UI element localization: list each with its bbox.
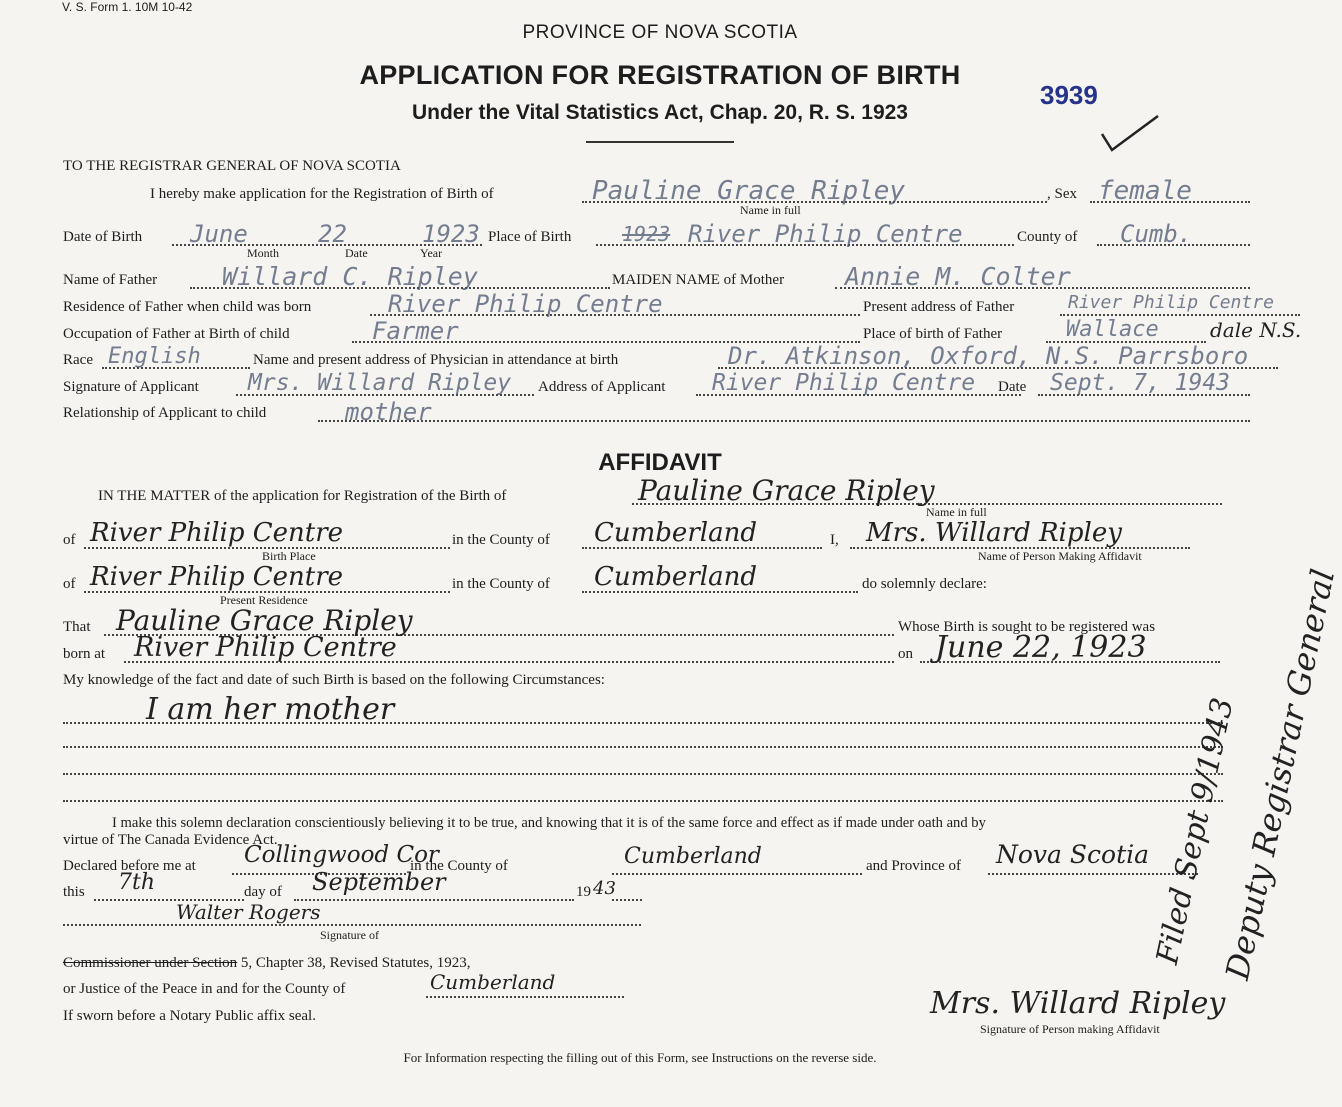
justice-county-value: Cumberland xyxy=(430,970,556,994)
place-birth-father-label: Place of birth of Father xyxy=(863,326,1003,342)
month-value: September xyxy=(312,868,446,896)
signature-applicant-value: Mrs. Willard Ripley xyxy=(248,370,512,396)
i-label: I, xyxy=(830,532,839,548)
affidavit-residence: River Philip Centre xyxy=(90,562,344,592)
sex-value: female xyxy=(1098,176,1192,206)
affidavit-birth-place: River Philip Centre xyxy=(90,518,344,548)
signature-applicant-label: Signature of Applicant xyxy=(63,379,199,395)
declaration-line2: virtue of The Canada Evidence Act. xyxy=(63,832,278,848)
name-in-full-label: Name in full xyxy=(740,203,801,217)
declared-county-value: Cumberland xyxy=(624,844,762,869)
address-applicant-label: Address of Applicant xyxy=(538,379,666,395)
justice-label: or Justice of the Peace in and for the County of xyxy=(63,981,346,997)
affidavit-born-at: River Philip Centre xyxy=(134,632,397,663)
commissioner-line xyxy=(63,955,470,972)
this-label: this xyxy=(63,884,85,900)
race-label: Race xyxy=(63,352,93,368)
checkmark-icon xyxy=(1098,112,1162,156)
occupation-father-label: Occupation of Father at Birth of child xyxy=(63,326,290,342)
circumstance-value: I am her mother xyxy=(146,692,395,727)
and-province-label: and Province of xyxy=(866,858,961,874)
affidavit-heading: AFFIDAVIT xyxy=(598,449,722,476)
form-subtitle: Under the Vital Statistics Act, Chap. 20, R. S. 1923 xyxy=(411,101,908,124)
day-value: 7th xyxy=(118,870,156,895)
county-value: Cumb. xyxy=(1120,220,1193,248)
affidavit-name-in-full-label: Name in full xyxy=(926,505,987,519)
affidavit-county-1: Cumberland xyxy=(594,518,757,548)
to-registrar: TO THE REGISTRAR GENERAL OF NOVA SCOTIA xyxy=(63,158,401,174)
declaration-line1: I make this solemn declaration conscientiously believing it to be true, and knowing that it is of the same force and effect as if made under oath and by xyxy=(112,815,986,831)
title-rule xyxy=(586,141,734,143)
in-county-label-1: in the County of xyxy=(452,532,550,548)
commissioner-rest: 5, Chapter 38, Revised Statutes, 1923, xyxy=(237,955,471,971)
of-label-2: of xyxy=(63,576,76,592)
relationship-value: mother xyxy=(345,398,432,426)
province-heading: PROVINCE OF NOVA SCOTIA xyxy=(522,22,798,43)
form-title: APPLICATION FOR REGISTRATION OF BIRTH xyxy=(359,60,961,90)
address-applicant-value: River Philip Centre xyxy=(712,370,976,396)
province-value: Nova Scotia xyxy=(996,840,1150,869)
affidavit-that-name: Pauline Grace Ripley xyxy=(116,604,413,637)
day-of-label: day of xyxy=(244,884,282,900)
present-address-father-label: Present address of Father xyxy=(863,299,1015,315)
year-suffix-value: 43 xyxy=(593,878,616,899)
dob-year-value: 1923 xyxy=(422,220,480,248)
signature-of-label: Signature of xyxy=(320,928,379,942)
place-struck-value: 1923 xyxy=(622,222,671,246)
notary-text: If sworn before a Notary Public affix seal. xyxy=(63,1008,316,1024)
commissioner-signature: Walter Rogers xyxy=(176,900,321,924)
form-id: V. S. Form 1. 10M 10-42 xyxy=(62,0,193,14)
residence-father-label: Residence of Father when child was born xyxy=(63,299,312,315)
father-name-value: Willard C. Ripley xyxy=(222,262,478,291)
residence-father-value: River Philip Centre xyxy=(388,290,663,318)
affidavit-child-name: Pauline Grace Ripley xyxy=(638,474,935,507)
child-name-value: Pauline Grace Ripley xyxy=(592,176,906,206)
of-label-1: of xyxy=(63,532,76,548)
date-value: Sept. 7, 1943 xyxy=(1050,370,1231,396)
that-label: That xyxy=(63,619,91,635)
born-at-label: born at xyxy=(63,646,106,662)
year-label: Year xyxy=(420,246,443,260)
place-of-birth-label: Place of Birth xyxy=(488,229,572,245)
present-address-father-value: River Philip Centre xyxy=(1068,292,1274,313)
in-county-label-3: in the County of xyxy=(410,858,508,874)
footer-note: For Information respecting the filling out of this Form, see Instructions on the reverse side. xyxy=(403,1050,877,1065)
dob-month-value: June xyxy=(190,220,248,248)
dob-date-value: 22 xyxy=(318,220,347,248)
physician-label: Name and present address of Physician in attendance at birth xyxy=(253,352,619,368)
in-county-label-2: in the County of xyxy=(452,576,550,592)
intro-text: I hereby make application for the Registration of Birth of xyxy=(150,186,494,202)
affidavit-born-on: June 22, 1923 xyxy=(935,630,1147,665)
place-birth-father-added: dale N.S. xyxy=(1210,318,1302,342)
physician-value: Dr. Atkinson, Oxford, N.S. Parrsboro xyxy=(728,342,1249,370)
whose-birth-text: Whose Birth is sought to be registered was xyxy=(898,619,1156,635)
present-residence-label: Present Residence xyxy=(220,593,308,607)
occupation-father-value: Farmer xyxy=(372,317,459,345)
date-label: Date xyxy=(345,246,368,260)
on-label: on xyxy=(898,646,913,662)
month-label: Month xyxy=(247,246,280,260)
race-value: English xyxy=(108,344,201,369)
declared-before-label: Declared before me at xyxy=(63,858,196,874)
person-signature-value: Mrs. Willard Ripley xyxy=(930,986,1226,1021)
place-birth-father-value: Wallace xyxy=(1066,317,1159,342)
stamp-number: 3939 xyxy=(1040,80,1098,110)
sex-label: , Sex xyxy=(1047,186,1077,202)
date-label-2: Date xyxy=(998,379,1027,395)
person-making-label: Name of Person Making Affidavit xyxy=(978,549,1142,563)
county-of-label: County of xyxy=(1017,229,1078,245)
in-matter-text: IN THE MATTER of the application for Registration of the Birth of xyxy=(98,488,507,504)
father-name-label: Name of Father xyxy=(63,272,158,288)
signature-person-label: Signature of Person making Affidavit xyxy=(980,1022,1160,1036)
mother-maiden-value: Annie M. Colter xyxy=(845,262,1071,291)
declared-at-value: Collingwood Cor xyxy=(244,842,439,868)
affidavit-person: Mrs. Willard Ripley xyxy=(866,518,1122,548)
knowledge-text: My knowledge of the fact and date of such Birth is based on the following Circumstances: xyxy=(63,672,605,688)
relationship-label: Relationship of Applicant to child xyxy=(63,405,267,421)
solemnly-text: do solemnly declare: xyxy=(862,576,987,592)
margin-filed-note: Filed Sept 9/1943 xyxy=(1150,694,1241,968)
birth-place-label: Birth Place xyxy=(262,549,316,563)
place-of-birth-value: River Philip Centre xyxy=(688,220,963,248)
mother-maiden-label: MAIDEN NAME of Mother xyxy=(612,272,785,288)
dob-label: Date of Birth xyxy=(63,229,143,245)
affidavit-county-2: Cumberland xyxy=(594,562,757,592)
year-prefix: 19 xyxy=(576,884,591,900)
commissioner-struck: Commissioner under Section xyxy=(63,955,238,971)
margin-registrar-note: Deputy Registrar General xyxy=(1218,565,1342,983)
